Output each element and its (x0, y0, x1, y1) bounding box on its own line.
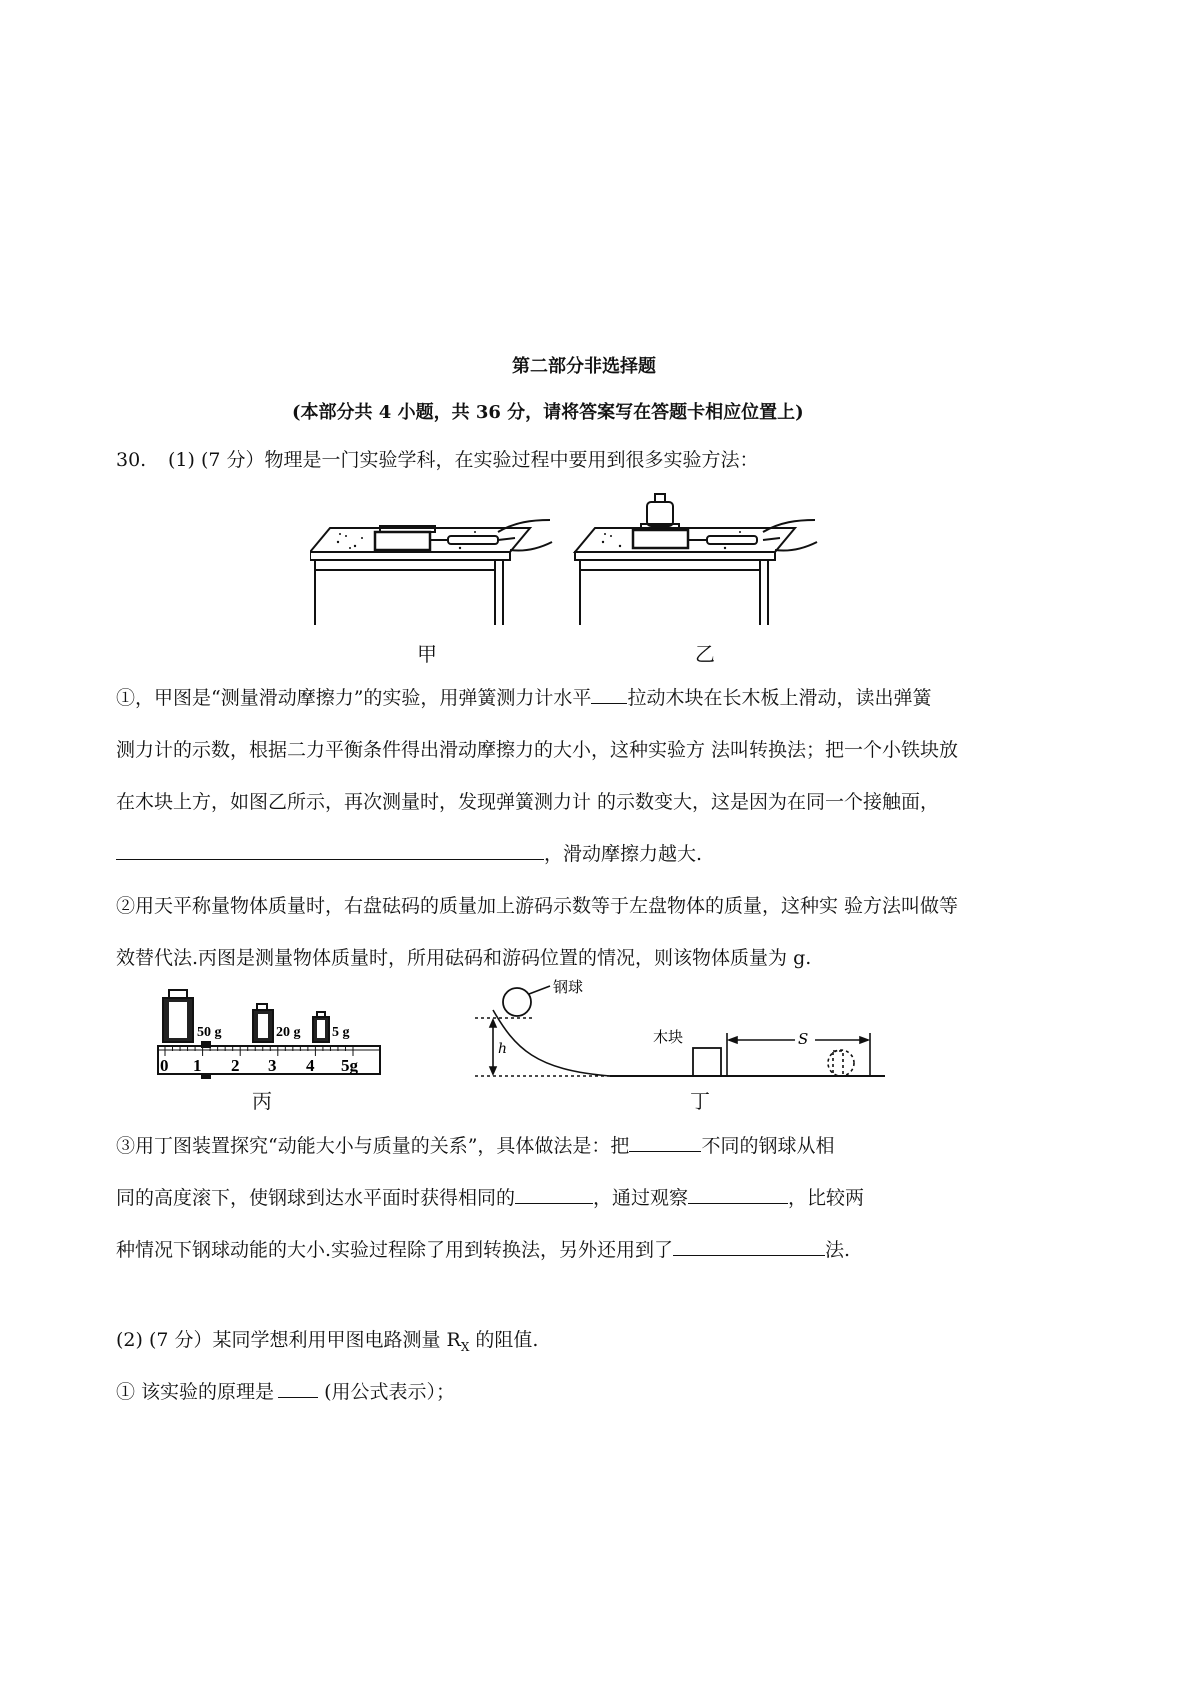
ruler-tick-2: 2 (231, 1056, 240, 1075)
ruler-tick-3: 3 (268, 1056, 277, 1075)
item2-line2: 效替代法.丙图是测量物体质量时，所用砝码和游码位置的情况，则该物体质量为 g. (116, 947, 812, 969)
item1-line1-text-a: ①，甲图是“测量滑动摩擦力”的实验，用弹簧测力计水平 (116, 687, 592, 709)
part2-item1-text-b: (用公式表示）； (318, 1381, 455, 1403)
section-title: 第二部分非选择题 (512, 356, 656, 377)
weight-50g-icon (163, 990, 193, 1042)
part2-intro-subscript: X (460, 1339, 470, 1354)
figure-jia-drawing (310, 520, 552, 625)
part2-intro-text-a: (2) (7 分）某同学想利用甲图电路测量 R (116, 1329, 461, 1351)
item1-line1-text-b: 拉动木块在长木板上滑动，读出弹簧 (627, 687, 932, 709)
ramp-curve (493, 1010, 610, 1076)
weight-5g-label: 5 g (332, 1025, 350, 1040)
item3-line2-text-c: ，比较两 (788, 1187, 865, 1209)
item3-line2-text-a: 同的高度滚下，使钢球到达水平面时获得相同的 (116, 1187, 516, 1209)
item3-line3 (116, 1238, 850, 1262)
wood-block-icon (693, 1048, 721, 1076)
figure-label-yi: 乙 (695, 642, 715, 666)
weight-5g-icon (313, 1012, 329, 1042)
answer-blank-6[interactable] (673, 1239, 825, 1256)
question-number: 30. (116, 449, 147, 471)
item3-line1 (116, 1134, 834, 1158)
part1-intro: (1) (7 分）物理是一门实验学科，在实验过程中要用到很多实验方法： (168, 449, 759, 471)
answer-blank-5[interactable] (688, 1187, 788, 1204)
answer-blank-1[interactable] (591, 687, 627, 704)
ruler-tick-1: 1 (193, 1056, 202, 1075)
figure-label-ding: 丁 (690, 1089, 710, 1113)
part2-intro-text-b: 的阻值. (469, 1329, 539, 1351)
item3-line2 (116, 1186, 864, 1210)
item3-line1-text-a: ③用丁图装置探究“动能大小与质量的关系”，具体做法是：把 (116, 1135, 630, 1157)
answer-blank-2[interactable] (116, 843, 544, 860)
item3-line1-text-b: 不同的钢球从相 (701, 1135, 835, 1157)
weight-50g-label: 50 g (197, 1025, 222, 1040)
section-subtitle: (本部分共 4 小题，共 36 分，请将答案写在答题卡相应位置上) (292, 402, 804, 423)
answer-blank-4[interactable] (515, 1187, 593, 1204)
item3-line2-text-b: ，通过观察 (593, 1187, 689, 1209)
figure-label-jia: 甲 (417, 642, 437, 666)
figure-yi-drawing (575, 494, 817, 625)
item1-line3: 在木块上方，如图乙所示，再次测量时，发现弹簧测力计 的示数变大，这是因为在同一个接触面， (116, 791, 940, 813)
ruler-tick-5: 5g (341, 1056, 358, 1075)
friction-figure (310, 490, 910, 625)
steel-ball-icon (503, 988, 531, 1016)
weight-20g-label: 20 g (276, 1025, 301, 1040)
balance-figure (155, 980, 385, 1080)
part2-intro (116, 1328, 538, 1359)
ruler-tick-4: 4 (306, 1056, 315, 1075)
item1-line2: 测力计的示数，根据二力平衡条件得出滑动摩擦力的大小，这种实验方 法叫转换法；把一个小铁块放 (116, 739, 959, 761)
item3-line3-text-b: 法. (825, 1239, 851, 1261)
label-wood-block: 木块 (653, 1028, 684, 1046)
label-steel-ball: 钢球 (553, 978, 584, 996)
part2-item1-text-a: ① 该实验的原理是 (116, 1381, 275, 1403)
item3-line3-text-a: 种情况下钢球动能的大小.实验过程除了用到转换法，另外还用到了 (116, 1239, 674, 1261)
part2-item1 (116, 1380, 455, 1404)
weight-20g-icon (253, 1004, 273, 1042)
label-distance: S (798, 1030, 809, 1048)
item1-line4-text: ，滑动摩擦力越大. (544, 843, 703, 865)
kinetic-energy-figure (475, 978, 895, 1083)
item1-line1 (116, 686, 931, 710)
ruler-tick-0: 0 (160, 1056, 169, 1075)
item2-line1: ②用天平称量物体质量时，右盘砝码的质量加上游码示数等于左盘物体的质量，这种实 验方法叫做等 (116, 895, 959, 917)
figure-label-bing: 丙 (252, 1089, 272, 1113)
item1-line4 (116, 842, 702, 866)
label-height: h (498, 1041, 508, 1057)
answer-blank-7[interactable] (278, 1381, 318, 1398)
answer-blank-3[interactable] (629, 1135, 701, 1152)
